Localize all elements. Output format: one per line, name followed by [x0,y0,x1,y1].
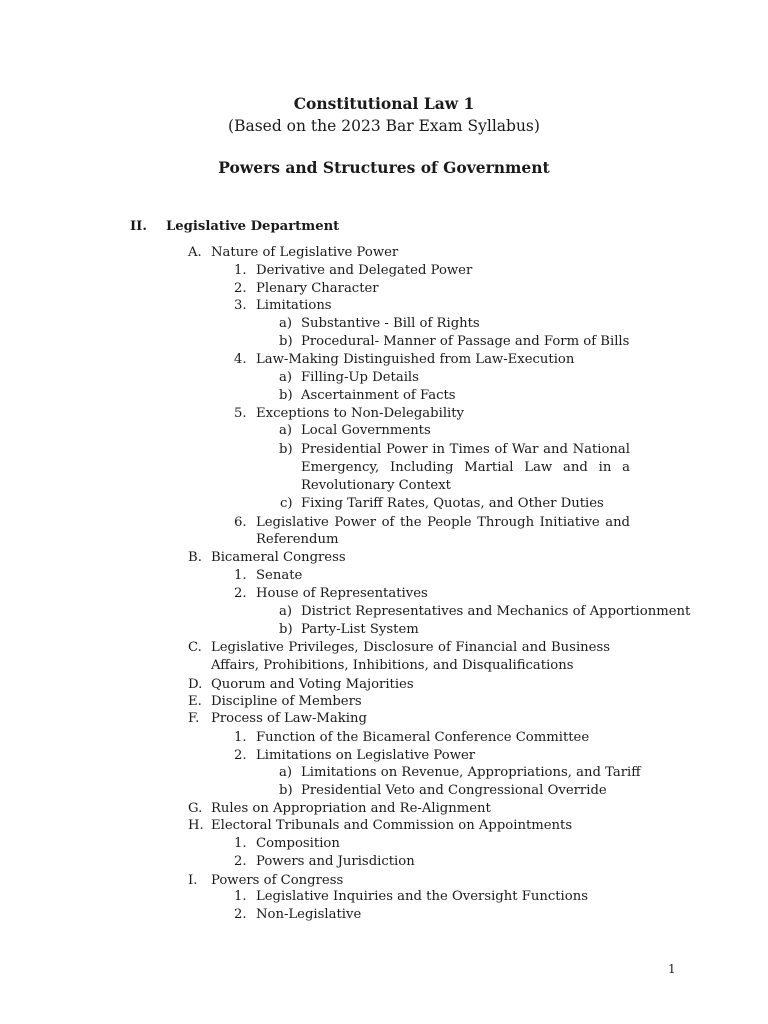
outline-item: Presidential Power in Times of War and National [301,442,630,457]
outline-item: Limitations [256,298,332,313]
outline-item-continued: Affairs, Prohibitions, Inhibitions, and Disqualifications [211,658,574,673]
part-number: II. [130,219,147,234]
outline-item-continued: Emergency, Including Martial Law and in a [301,460,630,475]
outline-label: a) [279,423,293,438]
outline-item: Senate [256,568,303,583]
outline-item: Fixing Tariff Rates, Quotas, and Other Duties [301,496,604,511]
outline-label: a) [279,370,293,385]
outline-item-continued: Revolutionary Context [301,478,451,493]
outline-item: Function of the Bicameral Conference Committee [256,730,590,745]
outline-label: a) [279,316,293,331]
outline-label: 2. [234,854,247,869]
outline-label: A. [188,245,202,260]
outline-label: 2. [234,586,247,601]
outline-label: c) [280,496,293,511]
outline-item: Local Governments [301,423,431,438]
outline-item: Plenary Character [256,281,379,296]
outline-item: Limitations on Revenue, Appropriations, and Tariff [301,765,641,780]
page-number: 1 [668,962,676,976]
outline-item: Nature of Legislative Power [211,245,399,260]
outline-label: 2. [234,281,247,296]
outline-label: 5. [234,406,247,421]
outline-label: I. [188,873,198,888]
outline-label: B. [188,550,202,565]
outline-item: District Representatives and Mechanics of Apportionment [301,604,691,619]
outline-item: Process of Law-Making [211,711,367,726]
outline-item: Quorum and Voting Majorities [211,677,414,692]
outline-item: Legislative Power of the People Through Initiative and [256,515,630,530]
outline-label: 1. [234,889,247,904]
outline-label: 6. [234,515,247,530]
outline-label: 4. [234,352,247,367]
outline-label: E. [188,694,202,709]
outline-item: Filling-Up Details [301,370,419,385]
outline-label: 1. [234,730,247,745]
outline-item: Discipline of Members [211,694,362,709]
outline-label: 2. [234,748,247,763]
outline-item: Exceptions to Non-Delegability [256,406,465,421]
outline-label: 1. [234,568,247,583]
part-title: Legislative Department [166,219,340,234]
outline-item: Powers and Jurisdiction [256,854,415,869]
outline-item: Legislative Privileges, Disclosure of Financial and Business [211,640,610,655]
outline-item: Bicameral Congress [211,550,346,565]
outline-label: 1. [234,836,247,851]
outline-label: H. [188,818,204,833]
outline-item: Legislative Inquiries and the Oversight Functions [256,889,588,904]
document-title: Constitutional Law 1 [293,94,475,113]
section-title: Powers and Structures of Government [218,158,550,177]
outline-label: a) [279,765,293,780]
outline-label: b) [279,442,293,457]
outline-label: C. [188,640,202,655]
outline-label: D. [188,677,203,692]
outline-item: Powers of Congress [211,873,344,888]
outline-item: Ascertainment of Facts [301,388,456,403]
outline-item: Substantive - Bill of Rights [301,316,480,331]
outline-item-continued: Referendum [256,532,339,547]
outline-item: Composition [256,836,340,851]
outline-label: b) [279,783,293,798]
outline-label: b) [279,622,293,637]
outline-item: Electoral Tribunals and Commission on Appointments [211,818,573,833]
outline-label: a) [279,604,293,619]
outline-item: Procedural- Manner of Passage and Form of Bills [301,334,630,349]
outline-item: Presidential Veto and Congressional Override [301,783,607,798]
outline-item: Limitations on Legislative Power [256,748,476,763]
outline-item: Rules on Appropriation and Re-Alignment [211,801,491,816]
outline-item: Party-List System [301,622,419,637]
outline-item: House of Representatives [256,586,428,601]
outline-label: 1. [234,263,247,278]
outline-label: b) [279,334,293,349]
outline-label: F. [188,711,200,726]
outline-label: 3. [234,298,247,313]
outline-item: Non-Legislative [256,907,362,922]
document-subtitle: (Based on the 2023 Bar Exam Syllabus) [228,117,540,135]
outline-label: G. [188,801,203,816]
outline-item: Derivative and Delegated Power [256,263,473,278]
outline-item: Law-Making Distinguished from Law-Execution [256,352,575,367]
outline-label: 2. [234,907,247,922]
outline-label: b) [279,388,293,403]
